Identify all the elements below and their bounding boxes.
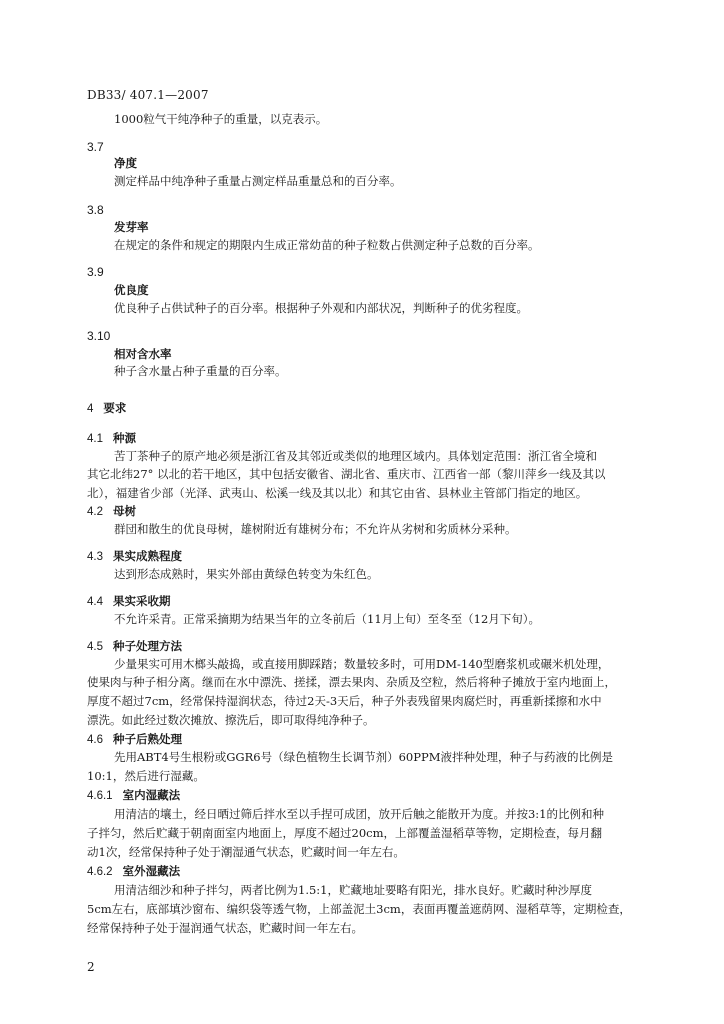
term-title: 相对含水率 xyxy=(114,347,172,361)
section-title: 母树 xyxy=(113,504,136,518)
term-title: 优良度 xyxy=(114,283,149,297)
term-title: 发芽率 xyxy=(114,220,149,234)
section-number: 4.6 xyxy=(87,734,103,746)
term-definition: 在规定的条件和规定的期限内生成正常幼苗的种子粒数占供测定种子总数的百分率。 xyxy=(114,238,540,252)
document-id-header: DB33/ 407.1—2007 xyxy=(87,88,209,102)
paragraph-line: 厚度不超过7cm，经常保持湿润状态，待过2天-3天后，种子外表残留果肉腐烂时，再重新揉擦和水中 xyxy=(87,694,602,708)
section-heading-4-4 xyxy=(87,592,171,611)
paragraph-line: 10:1，然后进行湿藏。 xyxy=(87,769,205,783)
term-definition: 优良种子占供试种子的百分率。根据种子外观和内部状况，判断种子的优劣程度。 xyxy=(114,301,528,315)
clause-number: 3.7 xyxy=(87,140,104,154)
paragraph-line: 北），福建省少部（光泽、武夷山、松溪一线及其以北）和其它由省、县林业主管部门指定的地区。 xyxy=(87,486,588,500)
paragraph-line: 其它北纬27° 以北的若干地区，其中包括安徽省、湖北省、重庆市、江西省一部（黎川萍乡一线及其以 xyxy=(87,467,606,481)
section-title: 果实采收期 xyxy=(113,594,171,608)
section-number: 4 xyxy=(87,403,94,415)
paragraph-line: 苦丁茶种子的原产地必须是浙江省及其邻近或类似的地理区域内。具体划定范围：浙江省全境和 xyxy=(114,449,597,463)
section-number: 4.6.2 xyxy=(87,866,113,878)
paragraph-line: 5cm左右，底部填沙窗布、编织袋等透气物，上部盖泥土3cm，表面再覆盖遮荫网、湿稻草等，定期检查， xyxy=(87,902,631,916)
section-number: 4.6.1 xyxy=(87,790,113,802)
section-heading-4-5 xyxy=(87,637,182,656)
paragraph-line: 少量果实可用木榔头敲捣，或直接用脚踩踏；数量较多时，可用DM-140型磨浆机或碾米机处理， xyxy=(114,657,610,671)
section-number: 4.1 xyxy=(87,433,103,445)
paragraph-line: 用清洁的壤土，经日晒过筛后拌水至以手捏可成团，放开后触之能散开为度。并按3:1的比例和种 xyxy=(114,807,605,821)
section-heading-4-6-1 xyxy=(87,786,180,805)
clause-number: 3.10 xyxy=(87,329,111,343)
paragraph-line: 漂洗。如此经过数次摊放、擦洗后，即可取得纯净种子。 xyxy=(87,713,375,727)
paragraph-line: 不允许采青。正常采摘期为结果当年的立冬前后（11月上旬）至冬至（12月下旬）。 xyxy=(114,612,541,626)
paragraph-line: 1000粒气干纯净种子的重量，以克表示。 xyxy=(114,112,328,126)
clause-number: 3.8 xyxy=(87,203,104,217)
section-heading-4-1 xyxy=(87,429,136,448)
page-number: 2 xyxy=(87,960,95,974)
clause-number: 3.9 xyxy=(87,265,104,279)
section-title: 室内湿藏法 xyxy=(122,788,181,802)
section-title: 室外湿藏法 xyxy=(122,864,181,878)
term-definition: 测定样品中纯净种子重量占测定样品重量总和的百分率。 xyxy=(114,174,402,188)
paragraph-line: 使果肉与种子相分离。继而在水中漂洗、搓揉，漂去果肉、杂质及空粒，然后将种子摊放于室内地面上， xyxy=(87,675,616,689)
paragraph-line: 动1次，经常保持种子处于潮湿通气状态，贮藏时间一年左右。 xyxy=(87,845,405,859)
section-number: 4.4 xyxy=(87,596,103,608)
paragraph-line: 经常保持种子处于湿润通气状态，贮藏时间一年左右。 xyxy=(87,921,363,935)
paragraph-line: 群団和散生的优良母树，雄树附近有雄树分布；不允许从劣树和劣质林分采种。 xyxy=(114,522,517,536)
section-number: 4.2 xyxy=(87,506,103,518)
paragraph-line: 用清洁细沙和种子拌匀，两者比例为1.5:1，贮藏地址要略有阳光，排水良好。贮藏时种沙厚度 xyxy=(114,883,592,897)
term-definition: 种子含水量占种子重量的百分率。 xyxy=(114,364,287,378)
section-heading-4-6 xyxy=(87,730,182,749)
section-title: 果实成熟程度 xyxy=(113,549,182,563)
section-title: 种子后熟处理 xyxy=(113,732,182,746)
section-heading-4-6-2 xyxy=(87,862,180,881)
section-number: 4.3 xyxy=(87,551,103,563)
section-title: 要求 xyxy=(103,401,127,415)
paragraph-line: 先用ABT4号生根粉或GGR6号（绿色植物生长调节剂）60PPM液拌种处理，种子与药液的比例是 xyxy=(114,750,613,764)
term-title: 净度 xyxy=(114,156,137,170)
section-heading-4-2 xyxy=(87,502,136,521)
paragraph-line: 子拌匀，然后贮藏于朝南面室内地面上，厚度不超过20cm，上部覆盖湿稻草等物，定期检查，每月翻 xyxy=(87,826,602,840)
section-heading-4-3 xyxy=(87,547,182,566)
section-title: 种子处理方法 xyxy=(113,639,182,653)
section-title: 种源 xyxy=(113,431,136,445)
section-number: 4.5 xyxy=(87,641,103,653)
paragraph-line: 达到形态成熟时，果实外部由黄绿色转变为朱红色。 xyxy=(114,567,379,581)
section-heading-4 xyxy=(87,399,126,418)
